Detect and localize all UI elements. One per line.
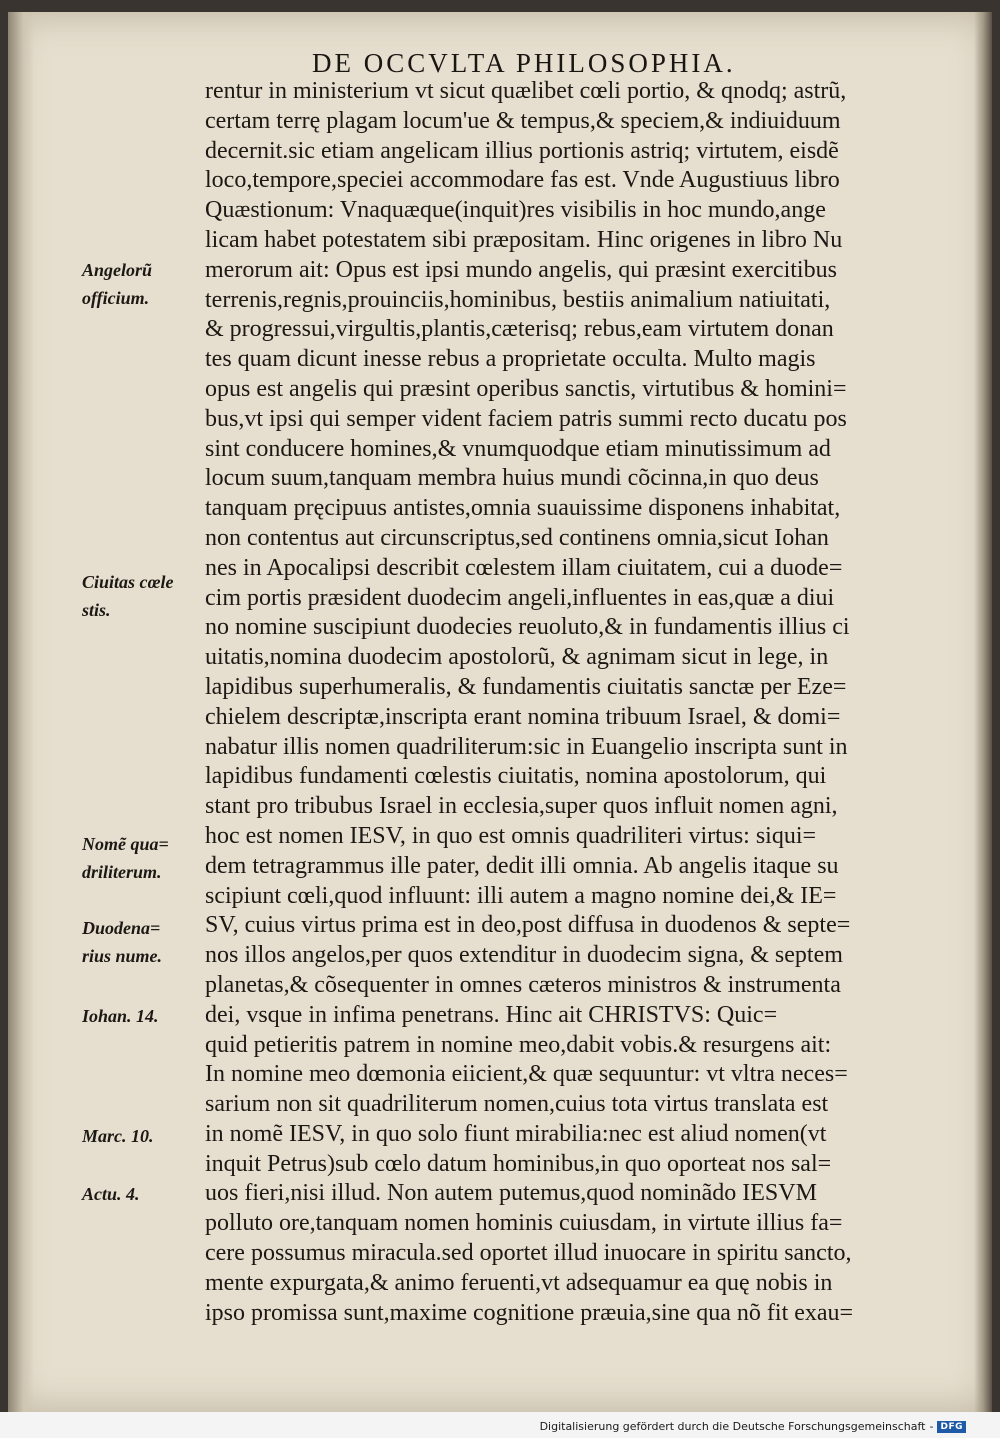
marginal-note-line: officium. <box>82 288 150 308</box>
text-line: quid petieritis patrem in nomine meo,dabit vobis.& resurgens ait: <box>205 1031 832 1058</box>
marginal-note-nomen-quadriliterum <box>82 830 202 886</box>
text-line: sarium non sit quadriliterum nomen,cuius tota virtus translata est <box>205 1091 829 1118</box>
marginal-note-line: stis. <box>82 600 111 620</box>
text-line: cim portis præsident duodecim angeli,influentes in eas,quæ a diui <box>205 584 835 611</box>
text-line: uitatis,nomina duodecim apostolorũ, & agnimam sicut in lege, in <box>205 644 829 671</box>
text-line: opus est angelis qui præsint operibus sanctis, virtutibus & homini= <box>205 375 847 402</box>
marginal-note-line: Nomẽ qua= <box>82 834 169 854</box>
page-edge-shadow <box>974 12 992 1412</box>
text-line: bus,vt ipsi qui semper vident faciem patris summi recto ducatu pos <box>205 405 847 432</box>
text-line: chielem descriptæ,inscripta erant nomina tribuum Israel, & domi= <box>205 703 841 730</box>
text-line: tanquam pręcipuus antistes,omnia suauissime disponens inhabitat, <box>205 495 841 522</box>
text-line: ipso promissa sunt,maxime cognitione præuia,sine qua nõ fit exau= <box>205 1299 854 1326</box>
funding-credit-text: Digitalisierung gefördert durch die Deutsche Forschungsgemeinschaft <box>539 1420 926 1433</box>
text-line: polluto ore,tanquam nomen hominis cuiusdam, in virtute illius fa= <box>205 1210 843 1237</box>
text-line: dem tetragrammus ille pater, dedit illi omnia. Ab angelis itaque su <box>205 852 839 879</box>
marginal-note-angelorum <box>82 256 202 312</box>
text-line: in nomẽ IESV, in quo solo fiunt mirabilia:nec est aliud nomen(vt <box>205 1120 827 1147</box>
text-line: rentur in ministerium vt sicut quælibet cœli portio, & qnodq; astrũ, <box>205 78 847 104</box>
text-line: lapidibus fundamenti cœlestis ciuitatis, nomina apostolorum, qui <box>205 763 827 790</box>
funding-credit-separator: - <box>929 1420 934 1433</box>
text-line: cere possumus miracula.sed oportet illud inuocare in spiritu sancto, <box>205 1240 852 1267</box>
marginal-note-line: Ciuitas cœle <box>82 572 174 592</box>
marginal-note-line: Iohan. 14. <box>82 1006 159 1026</box>
text-line: scipiunt cœli,quod influunt: illi autem a magno nomine dei,& IE= <box>205 882 837 909</box>
text-line: SV, cuius virtus prima est in deo,post diffusa in duodenos & septe= <box>205 912 851 939</box>
text-line: nabatur illis nomen quadriliterum:sic in Euangelio inscripta sunt in <box>205 733 848 760</box>
text-line: licam habet potestatem sibi præpositam. Hinc origenes in libro Nu <box>205 226 843 253</box>
text-line: uos fieri,nisi illud. Non autem putemus,quod nominãdo IESVM <box>205 1180 817 1207</box>
funding-credit <box>540 1420 966 1433</box>
text-line: dei, vsque in infima penetrans. Hinc ait CHRISTVS: Quic= <box>205 1001 778 1028</box>
text-line: stant pro tribubus Israel in ecclesia,super quos influit nomen agni, <box>205 793 838 820</box>
text-line: inquit Petrus)sub cœlo datum hominibus,in quo oporteat nos sal= <box>205 1150 832 1177</box>
marginal-note-line: Actu. 4. <box>82 1184 140 1204</box>
text-line: & progressui,virgultis,plantis,cæterisq; rebus,eam virtutem donan <box>205 316 834 343</box>
text-line: In nomine meo dœmonia eiicient,& quæ sequuntur: vt vltra neces= <box>205 1061 848 1088</box>
marginal-note-line: Marc. 10. <box>82 1126 154 1146</box>
marginal-note-line: rius nume. <box>82 946 163 966</box>
text-line: planetas,& cõsequenter in omnes cæteros ministros & instrumenta <box>205 971 841 998</box>
marginal-note-ciuitas <box>82 568 202 624</box>
text-line: sint conducere homines,& vnumquodque etiam minutissimum ad <box>205 435 831 462</box>
main-text-block <box>205 77 965 1328</box>
marginal-note-actu <box>82 1180 202 1208</box>
text-line: nos illos angelos,per quos extenditur in duodecim signa, & septem <box>205 942 843 969</box>
dfg-logo: DFG <box>937 1421 966 1433</box>
text-line: certam terrę plagam locum'ue & tempus,& speciem,& indiuiduum <box>205 107 841 134</box>
text-line: terrenis,regnis,prouinciis,hominibus, bestiis animalium natiuitati, <box>205 286 831 313</box>
marginal-note-line: driliterum. <box>82 862 162 882</box>
marginal-note-marc <box>82 1122 202 1150</box>
running-head: DE OCCVLTA PHILOSOPHIA. <box>312 48 736 78</box>
text-line: lapidibus superhumeralis, & fundamentis ciuitatis sanctæ per Eze= <box>205 673 847 700</box>
marginal-note-line: Duodena= <box>82 918 161 938</box>
marginal-note-duodenarius <box>82 914 202 970</box>
text-line: loco,tempore,speciei accommodare fas est. Vnde Augustiuus libro <box>205 167 840 194</box>
text-line: hoc est nomen IESV, in quo est omnis quadriliteri virtus: siqui= <box>205 822 817 849</box>
text-line: no nomine suscipiunt duodecies reuoluto,& in fundamentis illius ci <box>205 614 850 641</box>
text-line: mente expurgata,& animo feruenti,vt adsequamur ea quę nobis in <box>205 1269 833 1296</box>
marginal-note-line: Angelorũ <box>82 260 153 280</box>
text-line: nes in Apocalipsi describit cœlestem illam ciuitatem, cui a duode= <box>205 554 843 581</box>
text-line: decernit.sic etiam angelicam illius portionis astriq; virtutem, eisdẽ <box>205 137 839 164</box>
text-line: tes quam dicunt inesse rebus a proprietate occulta. Multo magis <box>205 346 816 373</box>
text-line: non contentus aut circunscriptus,sed continens omnia,sicut Iohan <box>205 524 829 551</box>
page-gutter-shadow <box>8 12 34 1412</box>
text-line: locum suum,tanquam membra huius mundi cõcinna,in quo deus <box>205 465 819 492</box>
text-line: Quæstionum: Vnaquæque(inquit)res visibilis in hoc mundo,ange <box>205 197 826 224</box>
marginal-note-iohan <box>82 1002 202 1030</box>
text-line: merorum ait: Opus est ipsi mundo angelis, qui præsint exercitibus <box>205 256 837 283</box>
